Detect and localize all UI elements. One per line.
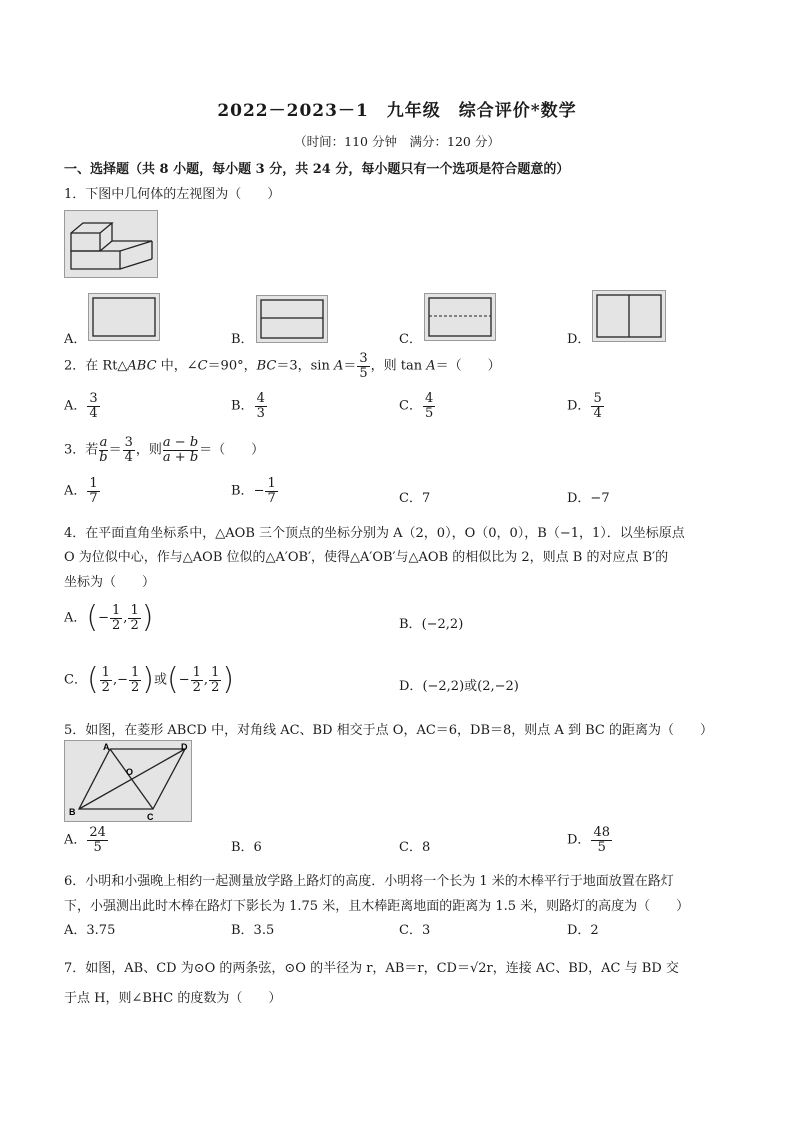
q2-text: ＝ <box>343 358 357 374</box>
q2-option-c: C． $\frac{4}{5}$ <box>399 391 434 421</box>
q3-option-d: D．−7 <box>567 491 610 506</box>
rhombus-drawing <box>65 741 191 821</box>
question-7-line-2: 于点 H，则∠BHC 的度数为（ ） <box>64 991 282 1006</box>
q2-angle-c: C <box>197 358 208 374</box>
question-4-line-2: O 为位似中心，作与△AOB 位似的△A′OB′，使得△A′OB′与△AOB 的相似比为 2，则点 B 的对应点 B′的 <box>64 550 669 565</box>
question-1-stem: 1．下图中几何体的左视图为（ ） <box>64 187 281 202</box>
option-b-rect <box>257 296 327 342</box>
option-d-rect <box>593 291 665 341</box>
q2-side-bc: BC <box>256 358 277 374</box>
question-6-line-2: 下，小强测出此时木棒在路灯下影长为 1.75 米，且木棒距离地面的距离为 1.5 米，则路灯的高度为（ ） <box>64 899 690 914</box>
label-b: B <box>69 807 76 817</box>
q1-option-d-label: D． <box>567 332 591 347</box>
question-5-stem: 5．如图，在菱形 ABCD 中，对角线 AC、BD 相交于点 O，AC＝6，DB＝8，则点 A 到 BC 的距离为（ ） <box>64 723 713 738</box>
q2-option-d: D． $\frac{5}{4}$ <box>567 391 602 421</box>
q1-option-a-figure <box>88 293 160 341</box>
q5-option-a: A． $\frac{24}{5}$ <box>64 825 106 855</box>
q2-sin-fraction: $\frac{3}{5}$ <box>359 351 368 381</box>
q3-option-a: A． $\frac{1}{7}$ <box>64 476 98 506</box>
q4-option-d: D．(−2,2)或(2,−2) <box>399 679 519 694</box>
question-2-stem <box>64 352 501 380</box>
label-o: O <box>126 767 134 777</box>
q3-fraction-a-b: $\frac{a}{b}$ <box>99 435 108 465</box>
q1-option-d-figure <box>592 290 666 342</box>
question-3-stem: 3．若 $\frac{a}{b}$ ＝ $\frac{3}{4}$ ，则 $\frac{a - b}{a + b}$ ＝（ ） <box>64 435 265 465</box>
q6-option-a: A．3.75 <box>64 923 116 938</box>
q3-fraction-expression: $\frac{a - b}{a + b}$ <box>162 435 199 465</box>
q2-angle-a: A <box>333 358 344 374</box>
option-c-rect <box>425 294 495 340</box>
q1-option-c-figure <box>424 293 496 341</box>
q1-solid-figure <box>64 210 158 278</box>
q3-option-b: B．− $\frac{1}{7}$ <box>231 476 276 506</box>
option-a-rect <box>89 294 159 340</box>
q1-option-c-label: C． <box>399 332 422 347</box>
q5-option-d: D． $\frac{48}{5}$ <box>567 825 610 855</box>
q2-option-b: B． $\frac{4}{3}$ <box>231 391 265 421</box>
q1-option-b-figure <box>256 295 328 343</box>
question-4-line-3: 坐标为（ ） <box>64 575 156 590</box>
q2-text: ＝90°， <box>207 358 257 374</box>
q4-option-b: B．(−2,2) <box>399 617 464 632</box>
label-a: A <box>103 742 110 752</box>
q2-text: 2．在 Rt△ <box>64 358 128 374</box>
exam-info: （时间：110 分钟 满分：120 分） <box>294 134 500 149</box>
question-7-line-1: 7．如图，AB、CD 为⊙O 的两条弦，⊙O 的半径为 r，AB＝r，CD＝√2r，连接 AC、BD，AC 与 BD 交 <box>64 961 679 976</box>
question-4-line-1: 4．在平面直角坐标系中，△AOB 三个顶点的坐标分别为 A（2，0），O（0，0），B（−1，1）．以坐标原点 <box>64 526 685 541</box>
label-d: D <box>181 742 188 752</box>
step-solid-drawing <box>65 211 157 277</box>
q6-option-c: C．3 <box>399 923 431 938</box>
q6-option-d: D．2 <box>567 923 599 938</box>
q3-option-c: C．7 <box>399 491 431 506</box>
q2-triangle: ABC <box>127 358 157 374</box>
q2-text: ＝（ ） <box>435 358 501 374</box>
q5-rhombus-figure <box>64 740 192 822</box>
label-c: C <box>147 812 154 822</box>
q4-option-c: C．( $\frac{1}{2}$ ,− $\frac{1}{2}$ )或(− $\frac{1}{2}$ , $\frac{1}{2}$ ) <box>64 662 235 697</box>
q2-text: 中，∠ <box>156 358 198 374</box>
q2-option-a: A． $\frac{3}{4}$ <box>64 391 98 421</box>
q5-option-c: C．8 <box>399 840 431 855</box>
question-6-line-1: 6．小明和小强晚上相约一起测量放学路上路灯的高度．小明将一个长为 1 米的木棒平行于地面放置在路灯 <box>64 874 674 889</box>
q2-text: ，则 tan <box>370 358 427 374</box>
q3-fraction-3-4: $\frac{3}{4}$ <box>124 435 133 465</box>
q4-option-a: A．(− $\frac{1}{2}$ , $\frac{1}{2}$ ) <box>64 600 154 635</box>
q1-option-b-label: B． <box>231 332 254 347</box>
section-heading: 一、选择题（共 8 小题，每小题 3 分，共 24 分，每小题只有一个选项是符合题意的） <box>64 162 570 177</box>
page-title: 2022－2023－1 九年级 综合评价*数学 <box>217 101 577 121</box>
q1-option-a-label: A． <box>64 332 87 347</box>
q2-text: ＝3，sin <box>276 358 334 374</box>
q6-option-b: B．3.5 <box>231 923 275 938</box>
q2-angle-a: A <box>426 358 436 374</box>
q5-option-b: B．6 <box>231 840 262 855</box>
